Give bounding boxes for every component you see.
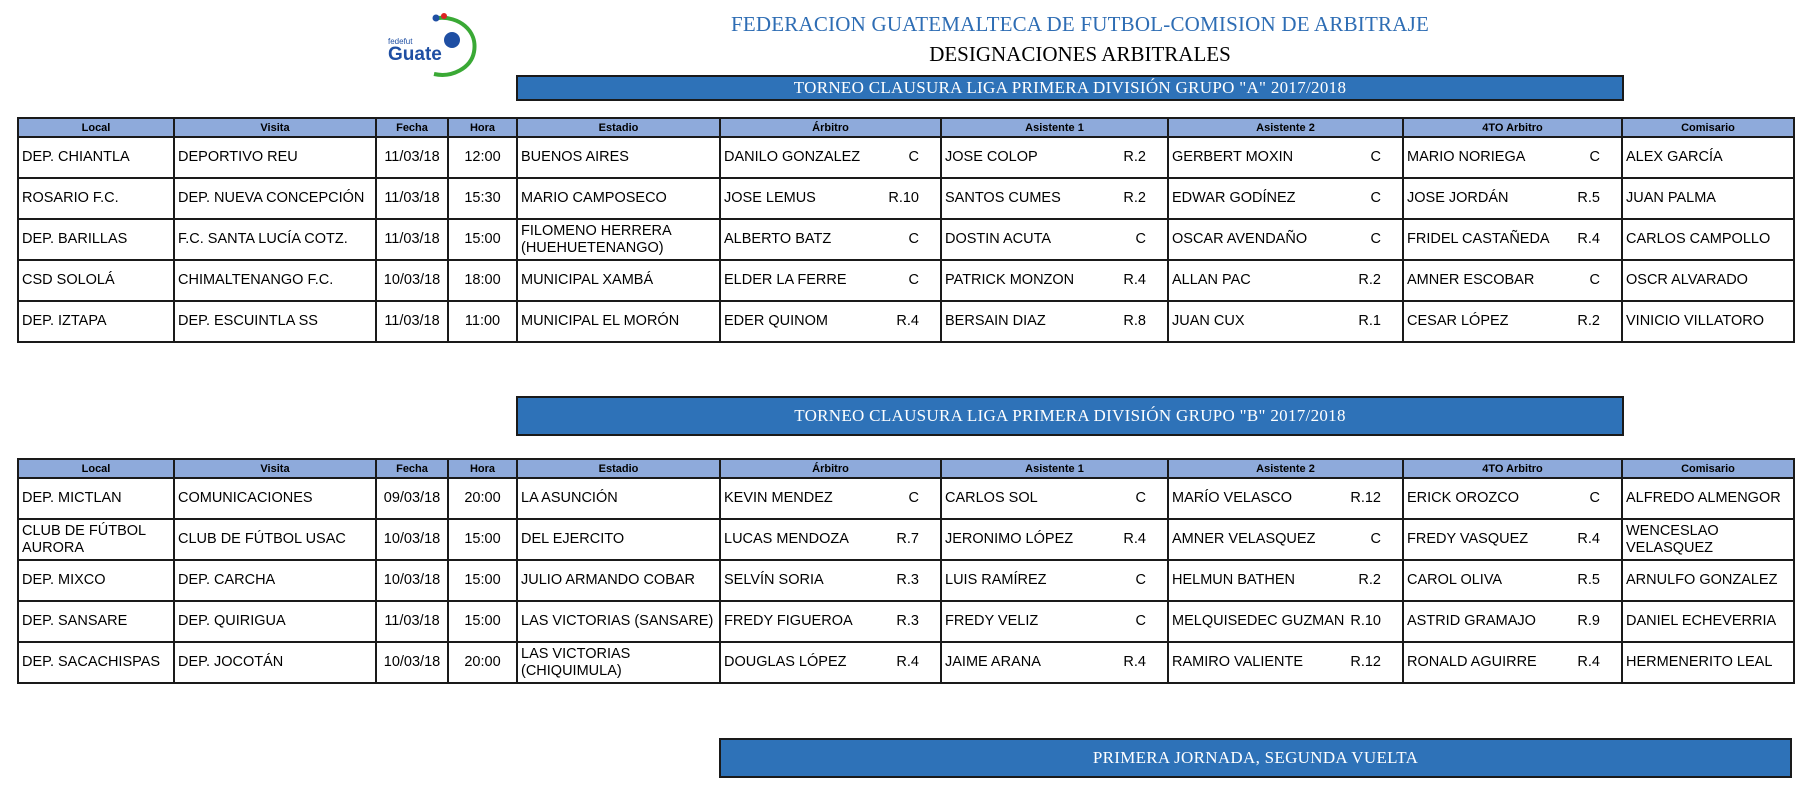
fourth-official-cell-content [1407,654,1618,671]
time-cell: 15:30 [448,178,517,219]
fourth-official-cell-name: ASTRID GRAMAJO [1407,613,1536,629]
assistant1-cell [941,601,1168,642]
assistant2-cell-content [1172,149,1399,166]
fourth-official-cell-role: R.4 [1577,531,1600,547]
assistant1-cell-role: C [1135,231,1146,247]
time-cell: 15:00 [448,560,517,601]
fourth-official-cell-content [1407,149,1618,166]
table-row [18,642,1794,683]
referee-cell [720,260,941,301]
commissioner-cell: ALFREDO ALMENGOR [1622,478,1794,519]
assistant1-cell-name: DOSTIN ACUTA [945,231,1052,247]
column-header: Local [18,118,174,137]
assistant1-cell-role: R.8 [1123,313,1146,329]
assistant2-cell-role: R.2 [1358,572,1381,588]
assistant2-cell [1168,178,1403,219]
assistant1-cell-role: R.2 [1123,149,1146,165]
referee-cell [720,519,941,560]
assistant1-cell-content [945,272,1164,289]
fourth-official-cell-role: R.5 [1577,190,1600,206]
visiting-team-cell: DEPORTIVO REU [174,137,376,178]
column-header: 4TO Arbitro [1403,118,1622,137]
fourth-official-cell-role: R.5 [1577,572,1600,588]
referee-cell [720,601,941,642]
fourth-official-cell [1403,560,1622,601]
local-team-cell: ROSARIO F.C. [18,178,174,219]
commissioner-cell: WENCESLAO VELASQUEZ [1622,519,1794,560]
assistant2-cell-role: R.12 [1350,490,1381,506]
assistant2-cell-name: HELMUN BATHEN [1172,572,1295,588]
assistant1-cell-name: PATRICK MONZON [945,272,1075,288]
assistant1-cell-name: JERONIMO LÓPEZ [945,531,1074,547]
assistant1-cell-content [945,613,1164,630]
time-cell: 18:00 [448,260,517,301]
fourth-official-cell [1403,137,1622,178]
referee-cell-content [724,190,937,207]
assistant1-cell [941,301,1168,342]
column-header: Comisario [1622,118,1794,137]
fourth-official-cell [1403,219,1622,260]
assistant2-cell-name: MELQUISEDEC GUZMAN [1172,613,1345,629]
fourth-official-cell-name: FREDY VASQUEZ [1407,531,1529,547]
local-team-cell: DEP. SANSARE [18,601,174,642]
table-row [18,137,1794,178]
date-cell: 11/03/18 [376,301,448,342]
assistant2-cell-content [1172,531,1399,548]
assistant2-cell-role: R.12 [1350,654,1381,670]
referee-cell [720,301,941,342]
fourth-official-cell-content [1407,572,1618,589]
assistant2-cell-role: C [1370,231,1381,247]
assistant1-cell-name: JOSE COLOP [945,149,1038,165]
assistant1-cell [941,478,1168,519]
column-header: Estadio [517,118,720,137]
table-row [18,560,1794,601]
fourth-official-cell [1403,301,1622,342]
commissioner-cell: VINICIO VILLATORO [1622,301,1794,342]
stadium-cell: MUNICIPAL XAMBÁ [517,260,720,301]
referee-cell-content [724,572,937,589]
assistant2-cell-role: R.1 [1358,313,1381,329]
fourth-official-cell-role: C [1589,149,1600,165]
referee-cell-role: R.4 [896,313,919,329]
assistant1-cell-name: CARLOS SOL [945,490,1038,506]
assistant1-cell-role: R.4 [1123,531,1146,547]
referee-cell-name: ALBERTO BATZ [724,231,832,247]
referee-cell-content [724,613,937,630]
assistant1-cell [941,560,1168,601]
column-header: Asistente 2 [1168,459,1403,478]
table-row [18,478,1794,519]
stadium-cell: MUNICIPAL EL MORÓN [517,301,720,342]
referee-cell-role: R.10 [888,190,919,206]
referee-cell-role: C [908,231,919,247]
visiting-team-cell: DEP. CARCHA [174,560,376,601]
commissioner-cell: OSCR ALVARADO [1622,260,1794,301]
assistant2-cell [1168,478,1403,519]
referee-cell-name: EDER QUINOM [724,313,828,329]
table-row [18,601,1794,642]
stadium-cell: DEL EJERCITO [517,519,720,560]
group-a-banner: TORNEO CLAUSURA LIGA PRIMERA DIVISIÓN GRUPO "A" 2017/2018 [516,75,1624,101]
referee-cell-role: C [908,149,919,165]
fourth-official-cell-name: RONALD AGUIRRE [1407,654,1537,670]
fourth-official-cell [1403,178,1622,219]
commissioner-cell: JUAN PALMA [1622,178,1794,219]
date-cell: 11/03/18 [376,601,448,642]
local-team-cell: CSD SOLOLÁ [18,260,174,301]
date-cell: 11/03/18 [376,219,448,260]
fourth-official-cell-content [1407,272,1618,289]
assistant1-cell-role: R.4 [1123,272,1146,288]
assistant1-cell-content [945,490,1164,507]
fourth-official-cell-name: MARIO NORIEGA [1407,149,1526,165]
date-cell: 10/03/18 [376,519,448,560]
referee-cell-content [724,313,937,330]
visiting-team-cell: DEP. ESCUINTLA SS [174,301,376,342]
referee-cell-name: LUCAS MENDOZA [724,531,849,547]
assistant2-cell-content [1172,190,1399,207]
assistant1-cell-role: C [1135,572,1146,588]
local-team-cell: DEP. MIXCO [18,560,174,601]
assistant1-cell-content [945,190,1164,207]
referee-cell [720,642,941,683]
column-header: Fecha [376,118,448,137]
local-team-cell: DEP. IZTAPA [18,301,174,342]
time-cell: 11:00 [448,301,517,342]
assistant2-cell-name: RAMIRO VALIENTE [1172,654,1304,670]
assistant2-cell-content [1172,313,1399,330]
assistant1-cell-content [945,149,1164,166]
fourth-official-cell-name: AMNER ESCOBAR [1407,272,1535,288]
commissioner-cell: HERMENERITO LEAL [1622,642,1794,683]
fourth-official-cell-name: CESAR LÓPEZ [1407,313,1509,329]
date-cell: 10/03/18 [376,642,448,683]
fourth-official-cell [1403,519,1622,560]
stadium-cell: LAS VICTORIAS (SANSARE) [517,601,720,642]
stadium-cell: BUENOS AIRES [517,137,720,178]
referee-cell-name: DOUGLAS LÓPEZ [724,654,847,670]
fedefut-guate-logo [386,10,482,78]
assistant2-cell-content [1172,272,1399,289]
assistant1-cell [941,219,1168,260]
time-cell: 15:00 [448,601,517,642]
referee-cell-content [724,531,937,548]
referee-cell-content [724,149,937,166]
table-row [18,178,1794,219]
local-team-cell: DEP. CHIANTLA [18,137,174,178]
assistant1-cell-role: C [1135,490,1146,506]
fourth-official-cell-content [1407,490,1618,507]
referee-cell-content [724,490,937,507]
assistant2-cell [1168,560,1403,601]
fourth-official-cell [1403,478,1622,519]
stadium-cell: MARIO CAMPOSECO [517,178,720,219]
referee-cell [720,137,941,178]
assistant2-cell-name: MARÍO VELASCO [1172,490,1293,506]
assistant2-cell-name: JUAN CUX [1172,313,1245,329]
federation-title: FEDERACION GUATEMALTECA DE FUTBOL-COMISION DE ARBITRAJE [731,12,1429,36]
referee-cell [720,560,941,601]
assistant1-cell-role: R.4 [1123,654,1146,670]
referee-cell-role: R.3 [896,613,919,629]
column-header: Visita [174,118,376,137]
referee-cell-role: C [908,490,919,506]
group-a-table [17,117,1795,343]
assistant2-cell-content [1172,654,1399,671]
assistant1-cell-role: C [1135,613,1146,629]
column-header: Fecha [376,459,448,478]
table-row [18,219,1794,260]
fourth-official-cell-role: R.4 [1577,654,1600,670]
assistant1-cell-role: R.2 [1123,190,1146,206]
assistant1-cell-name: BERSAIN DIAZ [945,313,1046,329]
column-header: Hora [448,118,517,137]
assistant1-cell-content [945,654,1164,671]
assistant2-cell-content [1172,490,1399,507]
assistant2-cell-role: C [1370,531,1381,547]
stadium-cell: LA ASUNCIÓN [517,478,720,519]
referee-cell-content [724,231,937,248]
stadium-cell: FILOMENO HERRERA (HUEHUETENANGO) [517,219,720,260]
visiting-team-cell: DEP. NUEVA CONCEPCIÓN [174,178,376,219]
visiting-team-cell: CLUB DE FÚTBOL USAC [174,519,376,560]
fourth-official-cell-role: R.2 [1577,313,1600,329]
local-team-cell: CLUB DE FÚTBOL AURORA [18,519,174,560]
fourth-official-cell [1403,260,1622,301]
commissioner-cell: ALEX GARCÍA [1622,137,1794,178]
assistant1-cell [941,137,1168,178]
stadium-cell: JULIO ARMANDO COBAR [517,560,720,601]
time-cell: 12:00 [448,137,517,178]
column-header: Árbitro [720,459,941,478]
assistant2-cell-role: C [1370,190,1381,206]
time-cell: 20:00 [448,478,517,519]
assistant2-cell-name: AMNER VELASQUEZ [1172,531,1316,547]
assistant1-cell [941,178,1168,219]
svg-text:fedefut: fedefut [388,37,413,46]
column-header: Asistente 1 [941,459,1168,478]
assistant2-cell-content [1172,572,1399,589]
commissioner-cell: ARNULFO GONZALEZ [1622,560,1794,601]
svg-text:Guate: Guate [388,44,442,65]
stadium-cell: LAS VICTORIAS (CHIQUIMULA) [517,642,720,683]
assistant2-cell-name: ALLAN PAC [1172,272,1251,288]
date-cell: 11/03/18 [376,137,448,178]
assistant2-cell-name: EDWAR GODÍNEZ [1172,190,1296,206]
local-team-cell: DEP. BARILLAS [18,219,174,260]
page-title: DESIGNACIONES ARBITRALES [929,42,1231,66]
fourth-official-cell-content [1407,190,1618,207]
referee-cell-role: R.4 [896,654,919,670]
visiting-team-cell: COMUNICACIONES [174,478,376,519]
table-header-row [18,118,1794,137]
time-cell: 15:00 [448,519,517,560]
column-header: 4TO Arbitro [1403,459,1622,478]
local-team-cell: DEP. MICTLAN [18,478,174,519]
fourth-official-cell-name: CAROL OLIVA [1407,572,1503,588]
column-header: Comisario [1622,459,1794,478]
referee-cell-name: DANILO GONZALEZ [724,149,861,165]
fourth-official-cell-name: JOSE JORDÁN [1407,190,1509,206]
jornada-banner: PRIMERA JORNADA, SEGUNDA VUELTA [719,738,1792,778]
referee-cell [720,219,941,260]
fourth-official-cell [1403,601,1622,642]
fourth-official-cell-role: C [1589,272,1600,288]
assistant2-cell-content [1172,613,1399,630]
assistant2-cell [1168,137,1403,178]
table-row [18,301,1794,342]
group-b-table [17,458,1795,684]
referee-cell-content [724,272,937,289]
fourth-official-cell-role: R.9 [1577,613,1600,629]
fourth-official-cell-name: FRIDEL CASTAÑEDA [1407,231,1550,247]
visiting-team-cell: F.C. SANTA LUCÍA COTZ. [174,219,376,260]
assistant2-cell [1168,260,1403,301]
fourth-official-cell-role: C [1589,490,1600,506]
column-header: Local [18,459,174,478]
referee-cell-role: R.7 [896,531,919,547]
fourth-official-cell-content [1407,313,1618,330]
visiting-team-cell: DEP. JOCOTÁN [174,642,376,683]
assistant1-cell-name: FREDY VELIZ [945,613,1039,629]
assistant1-cell-content [945,231,1164,248]
time-cell: 15:00 [448,219,517,260]
referee-cell-name: SELVÍN SORIA [724,572,824,588]
assistant2-cell [1168,642,1403,683]
assistant1-cell-content [945,313,1164,330]
assistant2-cell-role: R.10 [1350,613,1381,629]
referee-cell-content [724,654,937,671]
commissioner-cell: CARLOS CAMPOLLO [1622,219,1794,260]
fourth-official-cell-name: ERICK OROZCO [1407,490,1519,506]
referee-cell-name: FREDY FIGUEROA [724,613,853,629]
fourth-official-cell-content [1407,531,1618,548]
column-header: Estadio [517,459,720,478]
assistant2-cell [1168,601,1403,642]
visiting-team-cell: CHIMALTENANGO F.C. [174,260,376,301]
fourth-official-cell-content [1407,231,1618,248]
date-cell: 10/03/18 [376,260,448,301]
column-header: Asistente 1 [941,118,1168,137]
column-header: Hora [448,459,517,478]
assistant1-cell [941,519,1168,560]
local-team-cell: DEP. SACACHISPAS [18,642,174,683]
assistant1-cell-name: JAIME ARANA [945,654,1041,670]
assistant1-cell [941,642,1168,683]
table-header-row [18,459,1794,478]
column-header: Visita [174,459,376,478]
visiting-team-cell: DEP. QUIRIGUA [174,601,376,642]
group-b-banner: TORNEO CLAUSURA LIGA PRIMERA DIVISIÓN GRUPO "B" 2017/2018 [516,396,1624,436]
column-header: Asistente 2 [1168,118,1403,137]
assistant1-cell-content [945,572,1164,589]
assistant2-cell-name: OSCAR AVENDAÑO [1172,231,1308,247]
commissioner-cell: DANIEL ECHEVERRIA [1622,601,1794,642]
assistant1-cell-name: SANTOS CUMES [945,190,1061,206]
referee-cell-role: R.3 [896,572,919,588]
date-cell: 09/03/18 [376,478,448,519]
referee-cell-name: JOSE LEMUS [724,190,816,206]
referee-cell [720,178,941,219]
referee-cell [720,478,941,519]
assistant2-cell-role: C [1370,149,1381,165]
assistant1-cell-content [945,531,1164,548]
referee-cell-name: ELDER LA FERRE [724,272,847,288]
assistant2-cell-role: R.2 [1358,272,1381,288]
table-row [18,519,1794,560]
assistant1-cell-name: LUIS RAMÍREZ [945,572,1047,588]
referee-cell-name: KEVIN MENDEZ [724,490,833,506]
table-row [18,260,1794,301]
assistant1-cell [941,260,1168,301]
assistant2-cell-content [1172,231,1399,248]
date-cell: 10/03/18 [376,560,448,601]
fourth-official-cell-role: R.4 [1577,231,1600,247]
assistant2-cell-name: GERBERT MOXIN [1172,149,1294,165]
assistant2-cell [1168,519,1403,560]
fourth-official-cell-content [1407,613,1618,630]
time-cell: 20:00 [448,642,517,683]
assistant2-cell [1168,301,1403,342]
date-cell: 11/03/18 [376,178,448,219]
assistant2-cell [1168,219,1403,260]
fourth-official-cell [1403,642,1622,683]
referee-cell-role: C [908,272,919,288]
column-header: Árbitro [720,118,941,137]
